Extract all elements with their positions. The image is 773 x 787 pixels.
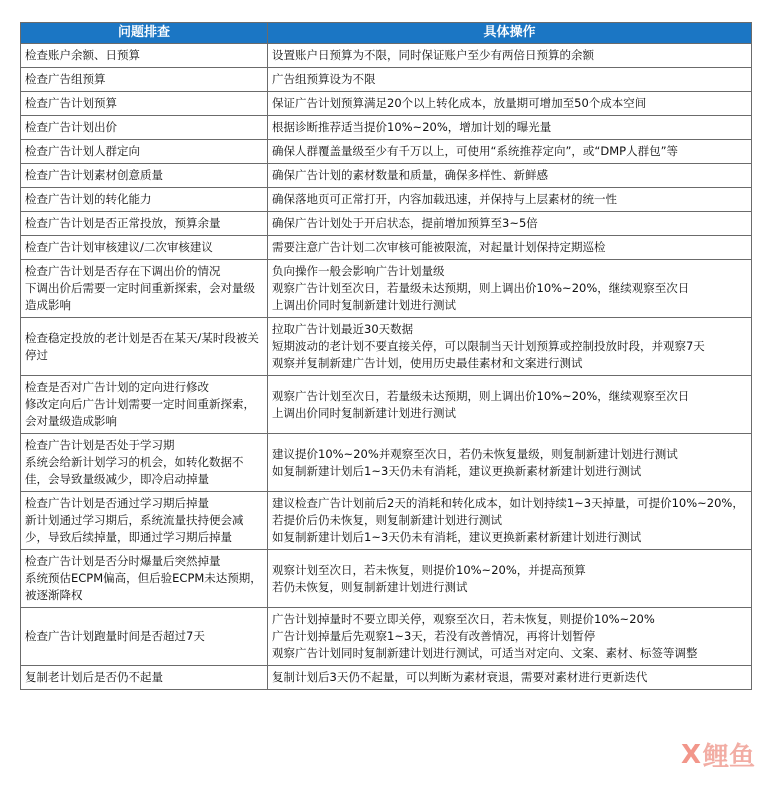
problem-cell: 检查广告计划出价: [21, 116, 268, 140]
problem-cell: 检查稳定投放的老计划是否在某天/某时段被关停过: [21, 318, 268, 376]
table-row: [21, 140, 752, 164]
table-row: [21, 318, 752, 376]
action-cell: 广告组预算设为不限: [268, 68, 752, 92]
action-cell: 观察广告计划至次日，若量级未达预期，则上调出价10%~20%，继续观察至次日 上调出价同时复制新建计划进行测试: [268, 376, 752, 434]
action-cell: 保证广告计划预算满足20个以上转化成本，放量期可增加至50个成本空间: [268, 92, 752, 116]
action-cell: 拉取广告计划最近30天数据 短期波动的老计划不要直接关停，可以限制当天计划预算或控制投放时段，并观察7天 观察并复制新建广告计划，使用历史最佳素材和文案进行测试: [268, 318, 752, 376]
header-specific-action: 具体操作: [268, 23, 752, 44]
action-cell: 建议检查广告计划前后2天的消耗和转化成本，如计划持续1~3天掉量，可提价10%~20%，若提价后仍未恢复，则复制新建计划进行测试 如复制新建计划后1~3天仍未有消耗，建议更换新素材新建计划进行测试: [268, 492, 752, 550]
problem-cell: 检查广告组预算: [21, 68, 268, 92]
watermark-text: 鲤鱼: [702, 742, 755, 772]
action-cell: 确保人群覆盖量级至少有千万以上，可使用“系统推荐定向”，或“DMP人群包”等: [268, 140, 752, 164]
problem-cell: 检查广告计划是否通过学习期后掉量 新计划通过学习期后，系统流量扶持便会减少，导致后续掉量，即通过学习期后掉量: [21, 492, 268, 550]
table-row: [21, 188, 752, 212]
table-header-row: [21, 23, 752, 44]
action-cell: 需要注意广告计划二次审核可能被限流，对起量计划保持定期巡检: [268, 236, 752, 260]
action-cell: 观察计划至次日，若未恢复，则提价10%~20%，并提高预算 若仍未恢复，则复制新建计划进行测试: [268, 550, 752, 608]
action-cell: 广告计划掉量时不要立即关停，观察至次日，若未恢复，则提价10%~20% 广告计划掉量后先观察1~3天，若没有改善情况，再将计划暂停 观察广告计划同时复制新建计划进行测试，可适当对定向、文案、素材、标签等调整: [268, 608, 752, 666]
action-cell: 根据诊断推荐适当提价10%~20%，增加计划的曝光量: [268, 116, 752, 140]
table-row: [21, 92, 752, 116]
watermark-letter: X: [680, 739, 701, 770]
problem-cell: 复制老计划后是否仍不起量: [21, 666, 268, 690]
action-cell: 设置账户日预算为不限，同时保证账户至少有两倍日预算的余额: [268, 44, 752, 68]
action-cell: 负向操作一般会影响广告计划量级 观察广告计划至次日，若量级未达预期，则上调出价10%~20%，继续观察至次日 上调出价同时复制新建计划进行测试: [268, 260, 752, 318]
header-problem-check: 问题排查: [21, 23, 268, 44]
problem-cell: 检查是否对广告计划的定向进行修改 修改定向后广告计划需要一定时间重新探索，会对量级造成影响: [21, 376, 268, 434]
table-row: [21, 44, 752, 68]
watermark-logo: [681, 736, 755, 773]
problem-cell: 检查账户余额、日预算: [21, 44, 268, 68]
action-cell: 确保广告计划的素材数量和质量，确保多样性、新鲜感: [268, 164, 752, 188]
table-row: [21, 666, 752, 690]
table-row: [21, 68, 752, 92]
table-row: [21, 434, 752, 492]
table-row: [21, 116, 752, 140]
table-row: [21, 260, 752, 318]
problem-cell: 检查广告计划是否处于学习期 系统会给新计划学习的机会，如转化数据不佳，会导致量级减少，即冷启动掉量: [21, 434, 268, 492]
action-cell: 复制计划后3天仍不起量，可以判断为素材衰退，需要对素材进行更新迭代: [268, 666, 752, 690]
action-cell: 确保落地页可正常打开，内容加载迅速，并保持与上层素材的统一性: [268, 188, 752, 212]
problem-cell: 检查广告计划跑量时间是否超过7天: [21, 608, 268, 666]
table-row: [21, 376, 752, 434]
problem-cell: 检查广告计划预算: [21, 92, 268, 116]
table-body: [21, 44, 752, 690]
action-cell: 建议提价10%~20%并观察至次日，若仍未恢复量级，则复制新建计划进行测试 如复制新建计划后1~3天仍未有消耗，建议更换新素材新建计划进行测试: [268, 434, 752, 492]
table-row: [21, 550, 752, 608]
problem-cell: 检查广告计划素材创意质量: [21, 164, 268, 188]
table-row: [21, 236, 752, 260]
table-row: [21, 492, 752, 550]
action-cell: 确保广告计划处于开启状态，提前增加预算至3~5倍: [268, 212, 752, 236]
table-row: [21, 212, 752, 236]
problem-cell: 检查广告计划是否存在下调出价的情况 下调出价后需要一定时间重新探索，会对量级造成影响: [21, 260, 268, 318]
table-row: [21, 164, 752, 188]
troubleshooting-table: [20, 22, 752, 690]
problem-cell: 检查广告计划人群定向: [21, 140, 268, 164]
problem-cell: 检查广告计划是否正常投放，预算余量: [21, 212, 268, 236]
problem-cell: 检查广告计划的转化能力: [21, 188, 268, 212]
problem-cell: 检查广告计划是否分时爆量后突然掉量 系统预估ECPM偏高，但后验ECPM未达预期，被逐渐降权: [21, 550, 268, 608]
problem-cell: 检查广告计划审核建议/二次审核建议: [21, 236, 268, 260]
table-row: [21, 608, 752, 666]
